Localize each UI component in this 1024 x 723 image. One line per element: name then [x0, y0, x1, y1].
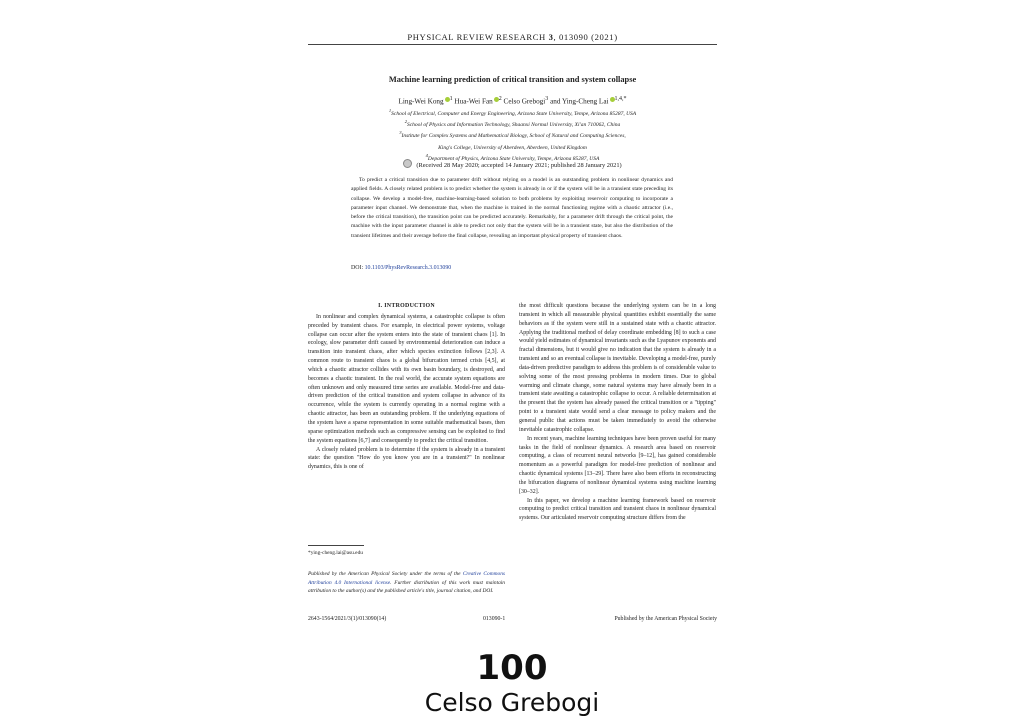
body-paragraph: In nonlinear and complex dynamical systems, a catastrophic collapse is often preceded by transient chaos. For example, in electrical power systems, voltage collapse can occur after the system enters into the state of transient chaos [1]. In ecology, slow parameter drift caused by environmental deterioration can induce a transition into transient chaos, after which species extinction follows [2,3]. A common route to transient chaos is a global bifurcation termed crisis [4,5], at which a chaotic attractor collides with its own basin boundary, is destroyed, and becomes a chaotic transient. In the real world, the accurate system equations are often unknown and only measured time series are available. Model-free and data-driven prediction of the critical transition and system collapse in advance of its occurrence, while the system is currently operating in a normal regime with a chaotic attractor, has been an outstanding problem. If the underlying equations of the system have a sparse representation in some suitable mathematical bases, then sparse optimization methods such as compressive sensing can be exploited to find the system equations [6,7] and consequently to predict the critical transition.	[308, 313, 505, 444]
received-dates: (Received 28 May 2020; accepted 14 January 2021; published 28 January 2021)	[308, 159, 717, 169]
doi-link[interactable]: 10.1103/PhysRevResearch.3.013090	[364, 265, 452, 271]
author-3: Celso Grebogi	[503, 97, 546, 106]
affiliation: $^2$School of Physics and Information Technology, Shaanxi Normal University, Xi'an 710062, China	[404, 119, 621, 129]
affiliation: King's College, University of Aberdeen, Aberdeen, United Kingdom	[438, 144, 587, 151]
running-head	[308, 32, 717, 45]
article-number: , 013090 (2021)	[553, 32, 618, 42]
section-heading: I. INTRODUCTION	[378, 303, 435, 309]
footer-page-number: 013090-1	[483, 616, 506, 622]
affiliation: $^3$Institute for Complex Systems and Mathematical Biology, School of Natural and Computing Sciences,	[399, 130, 626, 140]
license-link[interactable]: Creative Commons Attribution 4.0 International license	[308, 571, 505, 586]
journal-name: PHYSICAL REVIEW RESEARCH	[407, 32, 546, 42]
abstract: To predict a critical transition due to parameter drift without relying on a model is an outstanding problem in nonlinear dynamics and applied fields. A closely related problem is to predict whether the system is already in or if the system will be in a transient state preceding its collapse. We develop a model-free, machine-learning-based solution to both problems by exploiting reservoir computing to incorporate a parameter input channel. We demonstrate that, when the machine is trained in the normal functioning regime with a chaotic attractor (i.e., before the critical transition), the transition point can be predicted accurately. Remarkably, for a parameter drift through the critical point, the machine with the input parameter channel is able to predict not only that the system will be in a transient state, but also the distribution of the transient lifetimes and their average before the final collapse, revealing an important physical property of transient chaos.	[351, 177, 673, 239]
body-paragraph: In recent years, machine learning techniques have been proven useful for many tasks in the field of nonlinear dynamics. A research area based on reservoir computing, a class of recurrent neural networks [9–12], has gained considerable momentum as a powerful paradigm for model-free prediction of nonlinear and chaotic dynamical systems [13–29]. There have also been efforts in reconstructing the bifurcation diagrams of nonlinear dynamical systems using machine learning [30–32].	[519, 435, 716, 495]
left-column	[308, 302, 505, 534]
affiliation: $^1$School of Electrical, Computer and Energy Engineering, Arizona State University, Tempe, Arizona 85287, USA	[388, 108, 637, 117]
check-for-updates-icon[interactable]	[403, 159, 412, 168]
author-2: Hua-Wei Fan	[454, 97, 493, 106]
body-paragraph: In this paper, we develop a machine learning framework based on reservoir computing to predict critical transition and transient chaos in nonlinear dynamical systems. Our articulated reservoir computing structure differs from the	[519, 497, 716, 522]
footer-issn: 2643-1564/2021/3(1)/013090(14)	[308, 616, 387, 622]
author-4: Ying-Cheng Lai	[562, 97, 609, 106]
doi-line: DOI: 10.1103/PhysRevResearch.3.013090	[351, 265, 452, 271]
paper-page	[300, 26, 724, 626]
paper-title: Machine learning prediction of critical transition and system collapse	[388, 75, 637, 84]
journal-volume: 3	[548, 32, 554, 42]
affiliation: $^4$Department of Physics, Arizona State University, Tempe, Arizona 85287, USA	[425, 152, 600, 162]
footer-publisher: Published by the American Physical Society	[614, 616, 717, 622]
license-notice: Published by the American Physical Society under the terms of the Creative Commons Attribution 4.0 International license. Further distribution of this work must maintain attribution to the author(s) and the published article's title, journal citation, and DOI.	[308, 571, 506, 595]
overlay-author-name: Celso Grebogi	[424, 688, 600, 717]
right-column	[519, 302, 716, 602]
affiliations	[308, 107, 717, 163]
body-paragraph: the most difficult questions because the underlying system can be in a long transient in which all measurable physical quantities exhibit essentially the same behaviors as if the system were still in a sustained state with a chaotic attractor. Applying the traditional method of delay coordinate embedding [8] to such a case would yield estimates of dynamical invariants such as the Lyapunov exponents and fractal dimensions, but it would give no indication that the system is already in a transient and so an eventual collapse is inevitable. Developing a model-free, purely data-driven predictive paradigm to address this problem is of considerable value to solving some of the most pressing problems in modern times. Due to global warming and climate change, some natural systems may have already been in a transient state awaiting a catastrophic collapse to occur. A reliable determination at the present that the system has already passed the critical transition or a "tipping" point to a transient state would send a clear message to policy makers and the general public that actions must be taken immediately to avoid the otherwise inevitable catastrophic collapse.	[519, 303, 716, 433]
corresponding-email[interactable]: *ying-cheng.lai@asu.edu	[308, 550, 363, 556]
author-1: Ling-Wei Kong	[398, 97, 444, 106]
body-paragraph: A closely related problem is to determine if the system is already in a transient state: the question "How do you know you are in a transient?" In nonlinear dynamics, this is one of	[308, 446, 505, 471]
overlay-count: 100	[476, 648, 548, 688]
author-list: Ling-Wei Kong $^1$ Hua-Wei Fan $^2$ Celso Grebogi$^3$ and Ying-Cheng Lai $^{1,4,*}$	[398, 96, 627, 106]
footnote-divider	[308, 545, 364, 546]
